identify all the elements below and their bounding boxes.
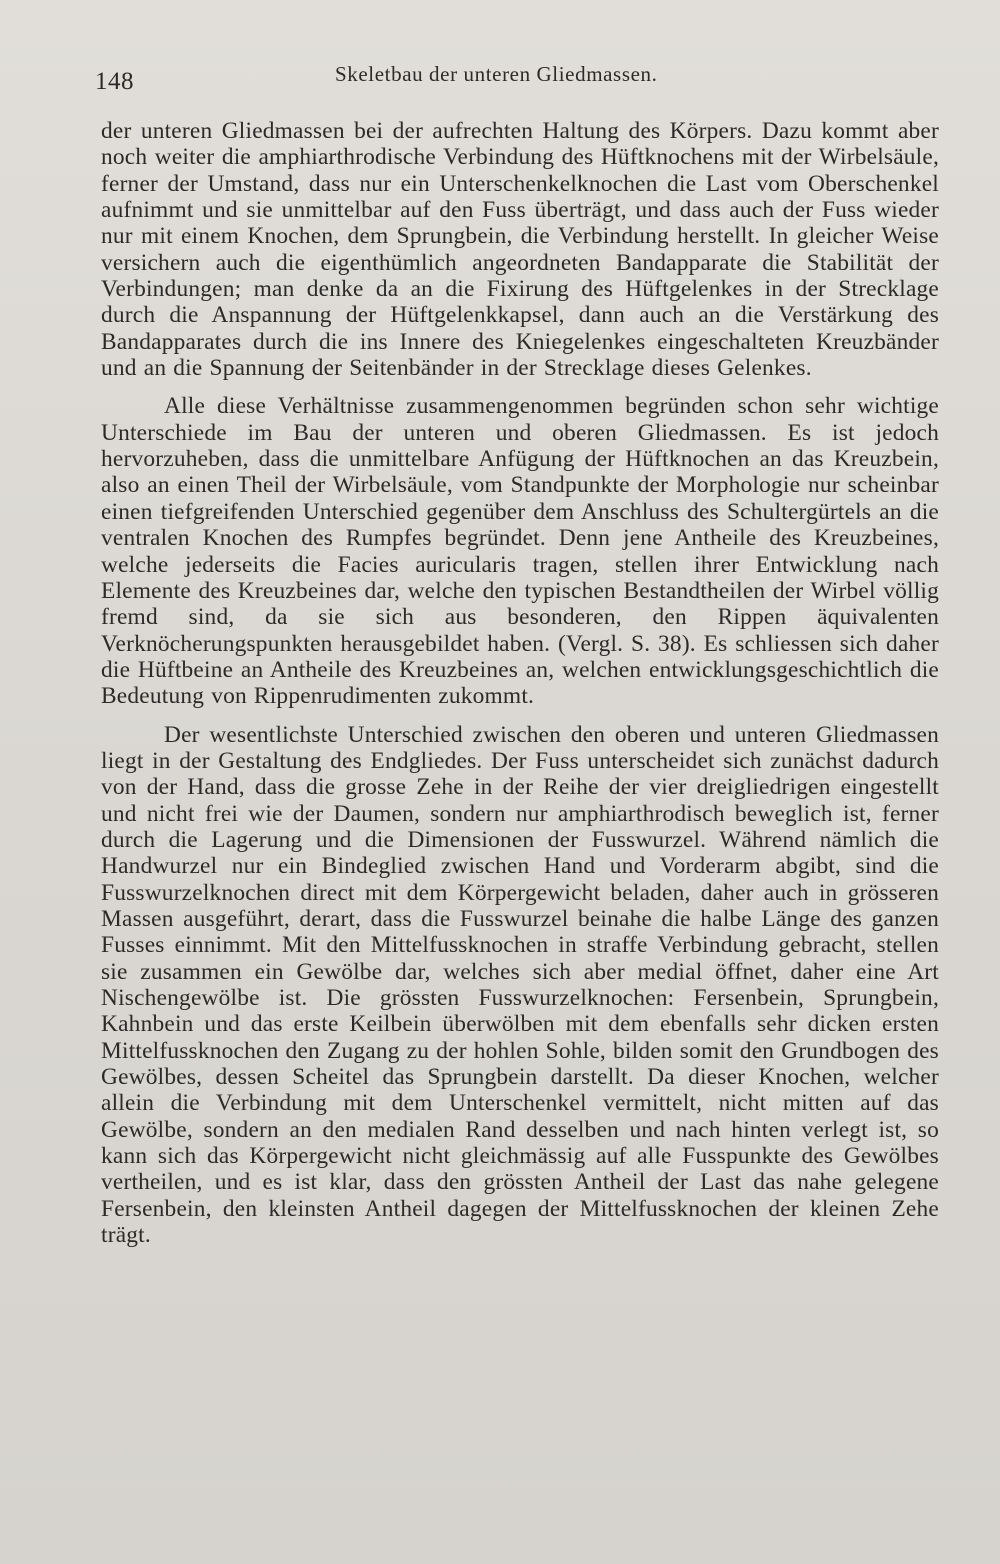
page-header	[95, 62, 905, 102]
paragraph: Der wesentlichste Unterschied zwischen den oberen und unteren Gliedmassen liegt in der Gestaltung des Endgliedes. Der Fuss unterscheidet sich zunächst dadurch von der Hand, dass die grosse Zehe in der Reihe der vier dreigliedrigen eingestellt und nicht frei wie der Daumen, sondern nur amphiarthrodisch beweglich ist, ferner durch die Lagerung und die Dimensionen der Fusswurzel. Während nämlich die Handwurzel nur ein Bindeglied zwischen Hand und Vorderarm abgibt, sind die Fusswurzelknochen direct mit dem Körpergewicht beladen, daher auch in grösseren Massen ausgeführt, derart, dass die Fusswurzel beinahe die halbe Länge des ganzen Fusses einnimmt. Mit den Mittelfussknochen in straffe Verbindung gebracht, stellen sie zusammen ein Gewölbe dar, welches sich aber medial öffnet, daher eine Art Nischengewölbe ist. Die grössten Fusswurzelknochen: Fersenbein, Sprungbein, Kahnbein und das erste Keilbein überwölben mit dem ebenfalls sehr dicken ersten Mittelfussknochen den Zugang zu der hohlen Sohle, bilden somit den Grundbogen des Gewölbes, dessen Scheitel das Sprungbein darstellt. Da dieser Knochen, welcher allein die Verbindung mit dem Unterschenkel vermittelt, nicht mitten auf das Gewölbe, sondern an den medialen Rand desselben und nach hinten verlegt ist, so kann sich das Körpergewicht nicht gleichmässig auf alle Fusspunkte des Gewölbes vertheilen, und es ist klar, dass den grössten Antheil der Last das nahe gelegene Fersenbein, den kleinsten Antheil dagegen der Mittelfussknochen der kleinen Zehe trägt.	[101, 721, 939, 1249]
running-head: Skeletbau der unteren Gliedmassen.	[335, 62, 658, 86]
page-number: 148	[95, 68, 134, 95]
body-text	[101, 118, 939, 1248]
paragraph-continued: der unteren Gliedmassen bei der aufrechten Haltung des Körpers. Dazu kommt aber noch weiter die amphiarthrodische Verbindung des Hüftknochens mit der Wirbelsäule, ferner der Umstand, dass nur ein Unterschenkelknochen die Last vom Oberschenkel aufnimmt und sie unmittelbar auf den Fuss überträgt, und dass auch der Fuss wieder nur mit einem Knochen, dem Sprungbein, die Verbindung herstellt. In gleicher Weise versichern auch die eigenthümlich angeordneten Bandapparate die Stabilität der Verbindungen; man denke da an die Fixirung des Hüftgelenkes in der Strecklage durch die Anspannung der Hüftgelenkkapsel, dann auch an die Verstärkung des Bandapparates durch die ins Innere des Kniegelenkes eingeschalteten Kreuzbänder und an die Spannung der Seitenbänder in der Strecklage dieses Gelenkes.	[101, 118, 939, 382]
paragraph: Alle diese Verhältnisse zusammengenommen begründen schon sehr wichtige Unterschiede im Bau der unteren und oberen Gliedmassen. Es ist jedoch hervorzuheben, dass die unmittelbare Anfügung der Hüftknochen an das Kreuzbein, also an einen Theil der Wirbelsäule, vom Standpunkte der Morphologie nur scheinbar einen tiefgreifenden Unterschied gegenüber dem Anschluss des Schultergürtels an die ventralen Knochen des Rumpfes begründet. Denn jene Antheile des Kreuzbeines, welche jederseits die Facies auricularis tragen, stellen ihrer Entwicklung nach Elemente des Kreuzbeines dar, welche den typischen Bestandtheilen der Wirbel völlig fremd sind, da sie sich aus besonderen, den Rippen äquivalenten Verknöcherungspunkten herausgebildet haben. (Vergl. S. 38). Es schliessen sich daher die Hüftbeine an Antheile des Kreuzbeines an, welchen entwicklungsgeschichtlich die Bedeutung von Rippenrudimenten zukommt.	[101, 393, 939, 710]
